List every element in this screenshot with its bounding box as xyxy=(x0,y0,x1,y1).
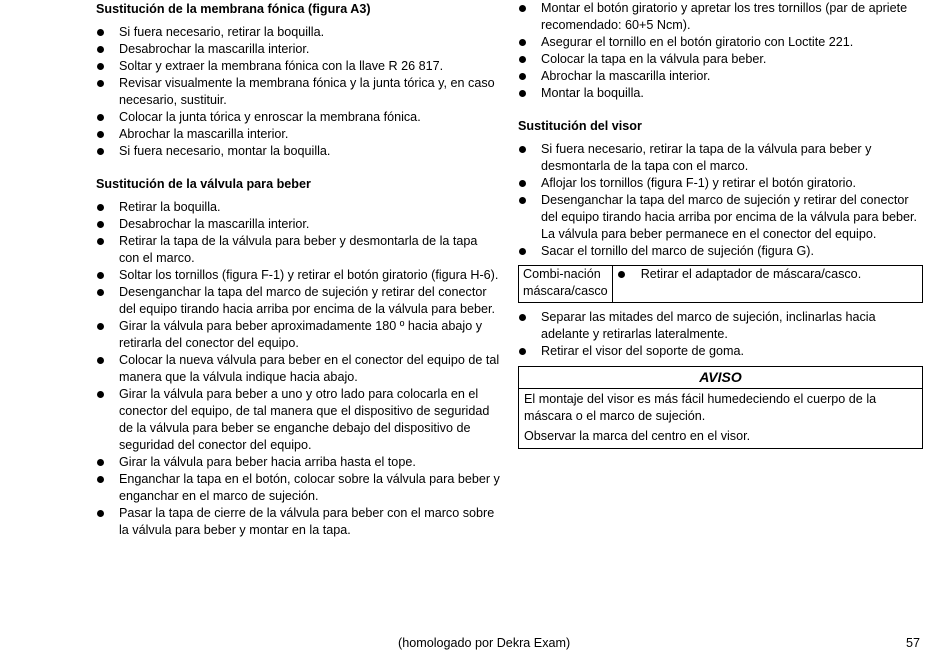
list-item: Revisar visualmente la membrana fónica y la junta tórica y, en caso necesario, sustituir. xyxy=(96,75,500,109)
notice-box xyxy=(518,366,923,449)
list-item: Retirar el visor del soporte de goma. xyxy=(518,343,926,360)
list-item: Retirar la tapa de la válvula para beber y desmontarla de la tapa con el marco. xyxy=(96,233,500,267)
list-item: Si fuera necesario, retirar la boquilla. xyxy=(96,24,500,41)
notice-heading: AVISO xyxy=(519,367,922,389)
list-item: Desabrochar la mascarilla interior. xyxy=(96,41,500,58)
list-item xyxy=(518,192,926,243)
membrana-steps-list xyxy=(96,24,500,160)
list-item: Enganchar la tapa en el botón, colocar sobre la válvula para beber y enganchar en el marco de sujeción. xyxy=(96,471,500,505)
list-item: Aflojar los tornillos (figura F-1) y retirar el botón giratorio. xyxy=(518,175,926,192)
list-item: Retirar la boquilla. xyxy=(96,199,500,216)
list-item: Desenganchar la tapa del marco de sujeción y retirar del conector del equipo tirando hacia arriba por encima de la válvula para beber. xyxy=(96,284,500,318)
right-column xyxy=(518,0,926,449)
list-item: Colocar la nueva válvula para beber en el conector del equipo de tal manera que la válvula indique hacia abajo. xyxy=(96,352,500,386)
section-heading-valvula: Sustitución de la válvula para beber xyxy=(96,177,311,191)
list-item: Sacar el tornillo del marco de sujeción (figura G). xyxy=(518,243,926,260)
combination-table xyxy=(518,265,923,303)
list-item: Si fuera necesario, montar la boquilla. xyxy=(96,143,500,160)
list-item: Si fuera necesario, retirar la tapa de la válvula para beber y desmontarla de la tapa con el marco. xyxy=(518,141,926,175)
notice-paragraph: Observar la marca del centro en el visor. xyxy=(524,429,751,443)
notice-paragraph: El montaje del visor es más fácil humedeciendo el cuerpo de la máscara o el marco de sujeción. xyxy=(524,392,877,423)
list-item: Abrochar la mascarilla interior. xyxy=(96,126,500,143)
list-item: Abrochar la mascarilla interior. xyxy=(518,68,926,85)
list-item: Girar la válvula para beber hacia arriba hasta el tope. xyxy=(96,454,500,471)
visor-steps-list-continued xyxy=(518,309,926,360)
combination-steps xyxy=(612,266,922,303)
visor-steps-list xyxy=(518,141,926,260)
list-item: Pasar la tapa de cierre de la válvula para beber con el marco sobre la válvula para beber y montar en la tapa. xyxy=(96,505,500,539)
section-heading-visor: Sustitución del visor xyxy=(518,119,642,133)
continued-steps-list xyxy=(518,0,926,102)
list-item: Separar las mitades del marco de sujeción, inclinarlas hacia adelante y retirarlas lateralmente. xyxy=(518,309,926,343)
left-column xyxy=(96,0,500,539)
list-item-text: Desenganchar la tapa del marco de sujeción y retirar del conector del equipo tirando hacia arriba por encima de la válvula para beber. xyxy=(541,193,917,224)
list-item: Girar la válvula para beber a uno y otro lado para colocarla en el conector del equipo, de tal manera que el dispositivo de seguridad de la válvula para beber se enganche debajo del dispositivo de seguridad del conector del equipo. xyxy=(96,386,500,454)
combination-label: Combi-nación máscara/casco xyxy=(519,266,613,303)
list-item: Montar la boquilla. xyxy=(518,85,926,102)
list-item: Colocar la junta tórica y enroscar la membrana fónica. xyxy=(96,109,500,126)
list-item: Desabrochar la mascarilla interior. xyxy=(96,216,500,233)
list-item: Girar la válvula para beber aproximadamente 180 º hacia abajo y retirarla del conector del equipo. xyxy=(96,318,500,352)
list-item: Montar el botón giratorio y apretar los tres tornillos (par de apriete recomendado: 60+5 Ncm). xyxy=(518,0,926,34)
valvula-steps-list xyxy=(96,199,500,539)
page-number: 57 xyxy=(906,636,921,650)
footer-approval-text: (homologado por Dekra Exam) xyxy=(398,636,571,650)
list-item: Asegurar el tornillo en el botón giratorio con Loctite 221. xyxy=(518,34,926,51)
list-item: Soltar los tornillos (figura F-1) y retirar el botón giratorio (figura H-6). xyxy=(96,267,500,284)
section-heading-membrana: Sustitución de la membrana fónica (figura A3) xyxy=(96,2,371,16)
list-item: Retirar el adaptador de máscara/casco. xyxy=(617,266,918,283)
list-item-note: La válvula para beber permanece en el conector del equipo. xyxy=(541,227,877,241)
list-item: Soltar y extraer la membrana fónica con la llave R 26 817. xyxy=(96,58,500,75)
list-item: Colocar la tapa en la válvula para beber. xyxy=(518,51,926,68)
